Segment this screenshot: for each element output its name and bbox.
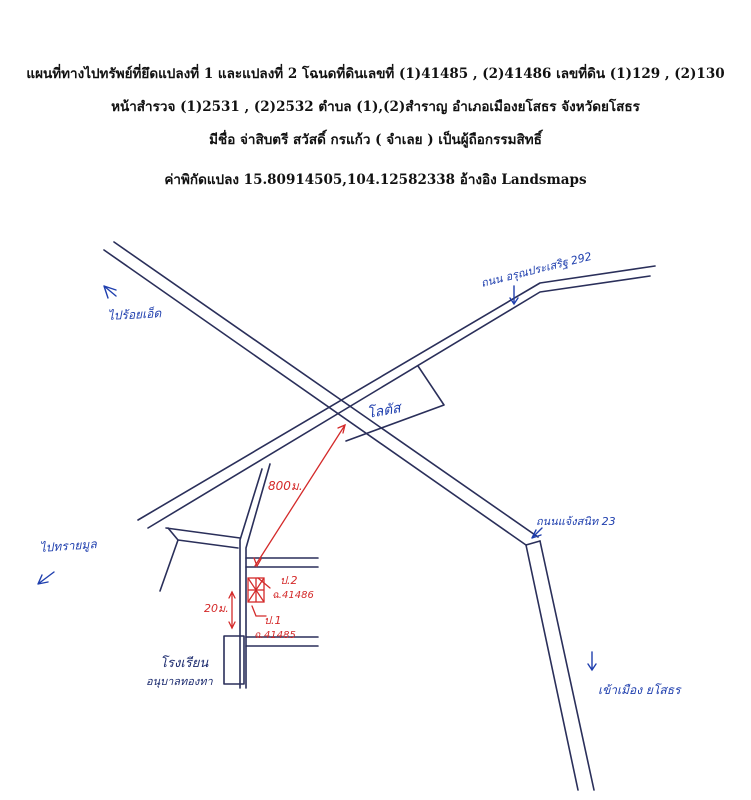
label-plot1-deed: ฉ.41485	[254, 630, 296, 641]
label-plot1: ป.1	[264, 614, 282, 627]
label-to-roi-et: ไปร้อยเอ็ด	[107, 306, 162, 323]
road-northeast-upper	[138, 266, 655, 520]
label-plot2-deed: ฉ.41486	[272, 590, 314, 601]
road-south-west	[526, 545, 578, 790]
school-building	[224, 636, 244, 684]
header-line-1: แผนที่ทางไปทรัพย์ที่ยึดแปลงที่ 1 และแปลงที่ 2 โฉนดที่ดินเลขที่ (1)41485 , (2)41486 เลขที่ดิน (1)129 , (2)130	[26, 66, 725, 82]
label-to-sai-mun: ไปทรายมูล	[39, 537, 98, 555]
road-diagonal-east	[114, 242, 538, 537]
label-to-city: เข้าเมือง ยโสธร	[598, 683, 681, 697]
branch-road-3	[166, 528, 240, 538]
road-south-east	[540, 541, 594, 790]
label-lotus: โลตัส	[365, 400, 402, 422]
label-school: โรงเรียน	[160, 656, 209, 671]
label-distance: 800ม.	[268, 479, 303, 493]
arrow-sai-mun	[38, 572, 54, 584]
soi-east	[246, 464, 270, 688]
arrow-city	[588, 652, 596, 670]
header-line-2: หน้าสำรวจ (1)2531 , (2)2532 ตำบล (1),(2)สำราญ อำเภอเมืองยโสธร จังหวัดยโสธร	[111, 99, 640, 115]
arrow-roi-et	[104, 286, 116, 298]
arrow-arun	[510, 286, 518, 304]
distance-arrow	[255, 425, 345, 566]
label-school-name: อนุบาลทองทา	[146, 675, 213, 688]
label-road-arun: ถนน อรุณประเสริฐ 292	[479, 249, 594, 290]
branch-road-1	[160, 528, 178, 591]
label-road-chaeng: ถนนแจ้งสนิท 23	[536, 515, 616, 528]
label-plot2: ป.2	[280, 574, 298, 587]
label-width: 20ม.	[204, 602, 229, 615]
branch-road-2	[178, 540, 238, 548]
header-coordinates: ค่าพิกัดแปลง 15.80914505,104.12582338 อ้างอิง Landsmaps	[164, 172, 587, 188]
header-line-3: มีชื่อ จ่าสิบตรี สวัสดิ์ กรแก้ว ( จำเลย ) เป็นผู้ถือกรรมสิทธิ์	[209, 132, 542, 148]
